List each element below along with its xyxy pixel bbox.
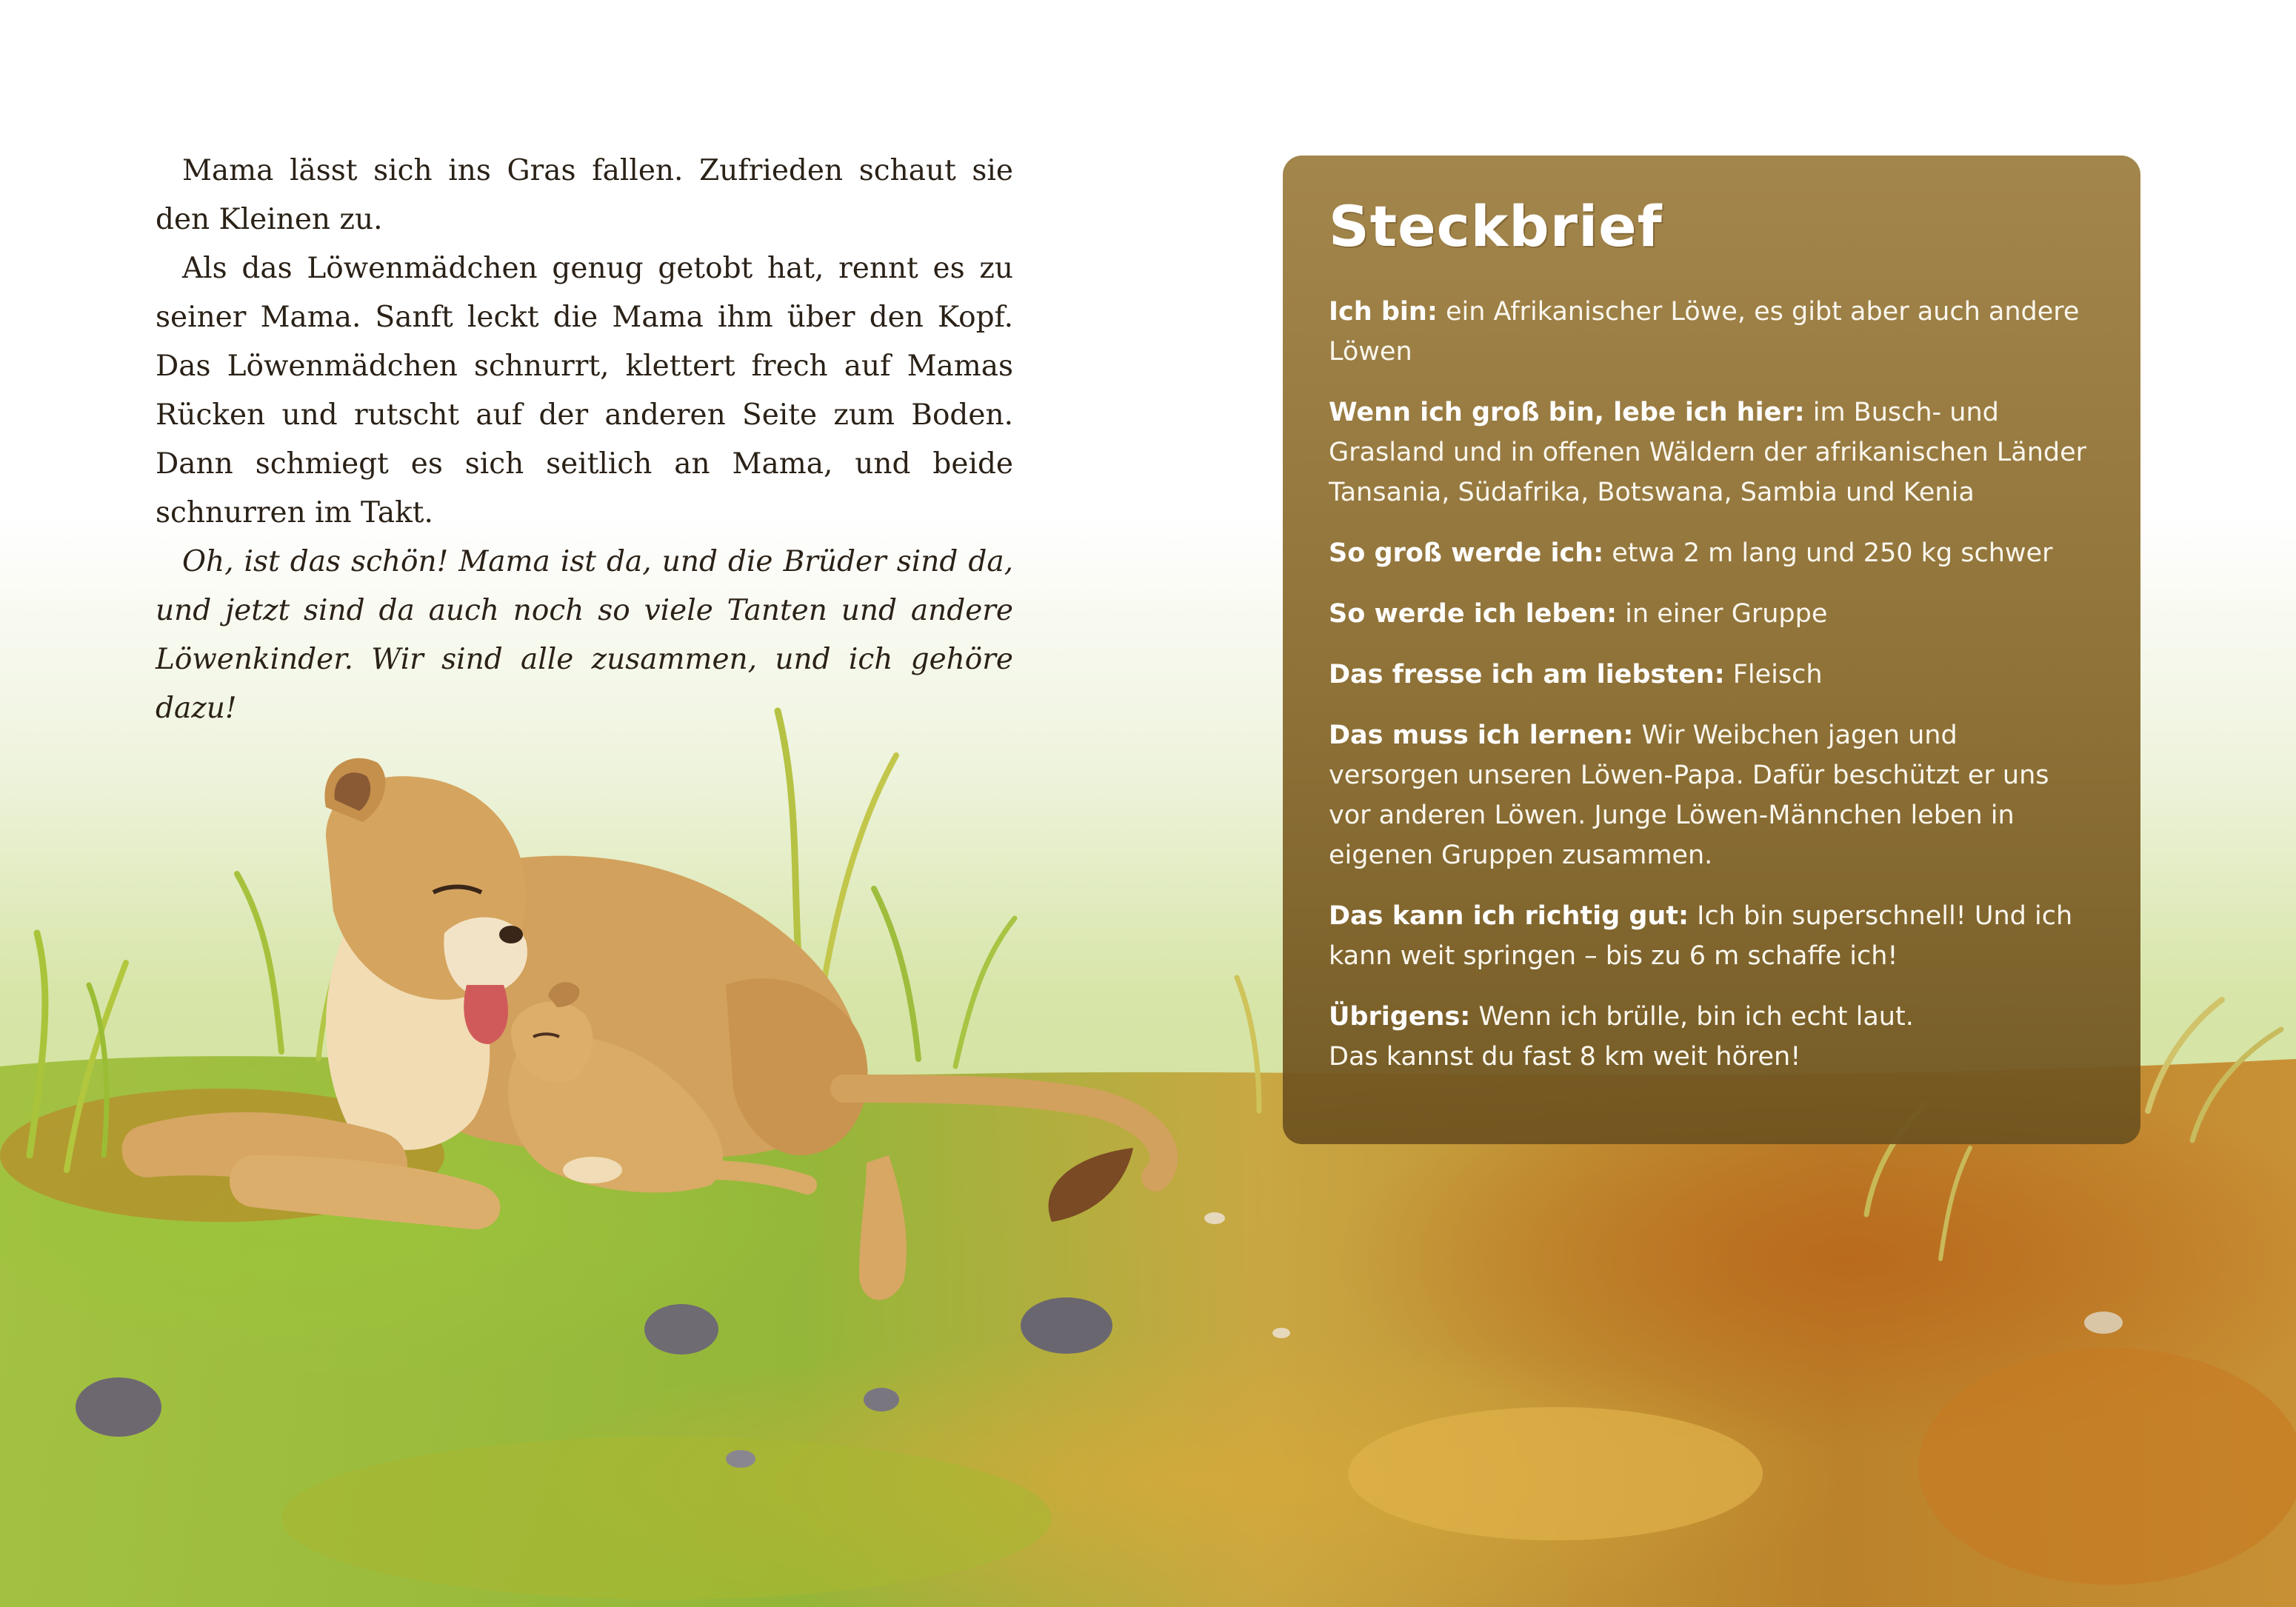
story-paragraph-1: Mama lässt sich ins Gras fallen. Zufrieden schaut sie den Kleinen zu. <box>156 154 1013 236</box>
fact-nahrung <box>1329 655 2095 695</box>
fact-label: Ich bin: <box>1329 297 1438 327</box>
fact-lebensweise <box>1329 594 2095 634</box>
fact-text-line-2: Das kannst du fast 8 km weit hören! <box>1329 1042 1801 1072</box>
fact-text: ein Afrikanischer Löwe, es gibt aber auch andere Löwen <box>1329 297 2080 367</box>
fact-lernen <box>1329 715 2095 875</box>
fact-label: Wenn ich groß bin, lebe ich hier: <box>1329 398 1805 427</box>
story-paragraph-3: Oh, ist das schön! Mama ist da, und die Brüder sind da, und jetzt sind da auch noch so viele Tanten und andere Löwenkinder. Wir sind alle zusammen, und ich gehöre dazu! <box>156 545 1013 725</box>
fact-text: etwa 2 m lang und 250 kg schwer <box>1603 538 2053 568</box>
fact-groesse <box>1329 533 2095 573</box>
fact-text: im Busch- und Grasland und in offenen Wäldern der afrikanischen Länder Tansania, Südafrika, Botswana, Sambia und Kenia <box>1329 398 2087 507</box>
card-title: Steckbrief <box>1329 193 1663 259</box>
fact-text: in einer Gruppe <box>1617 599 1828 629</box>
fact-uebrigens <box>1329 997 2095 1077</box>
story-paragraph-2: Als das Löwenmädchen genug getobt hat, rennt es zu seiner Mama. Sanft leckt die Mama ihm über den Kopf. Das Löwenmädchen schnurrt, klettert frech auf Mamas Rücken und rutscht auf der anderen Seite zum Boden. Dann schmiegt es sich seitlich an Mama, und beide schnurren im Takt. <box>156 252 1013 529</box>
fact-text: Ich bin superschnell! Und ich kann weit springen – bis zu 6 m schaffe ich! <box>1329 901 2073 971</box>
fact-ich-bin <box>1329 292 2095 372</box>
fact-text: Wir Weibchen jagen und versorgen unseren Löwen-Papa. Dafür beschützt er uns vor anderen Löwen. Junge Löwen-Männchen leben in eigenen Gruppen zusammen. <box>1329 721 2049 870</box>
fact-lebensraum <box>1329 392 2095 512</box>
fact-label: Das kann ich richtig gut: <box>1329 901 1689 931</box>
fact-koennen <box>1329 896 2095 976</box>
story-text <box>156 147 1013 733</box>
fact-label: So werde ich leben: <box>1329 599 1618 629</box>
steckbrief-card <box>1283 156 2140 1144</box>
fact-label: Übrigens: <box>1329 1002 1471 1032</box>
fact-text: Wenn ich brülle, bin ich echt laut. <box>1470 1002 1914 1032</box>
fact-text: Fleisch <box>1724 660 1823 689</box>
fact-label: Das muss ich lernen: <box>1329 721 1634 750</box>
fact-label: So groß werde ich: <box>1329 538 1604 568</box>
fact-label: Das fresse ich am liebsten: <box>1329 660 1725 689</box>
